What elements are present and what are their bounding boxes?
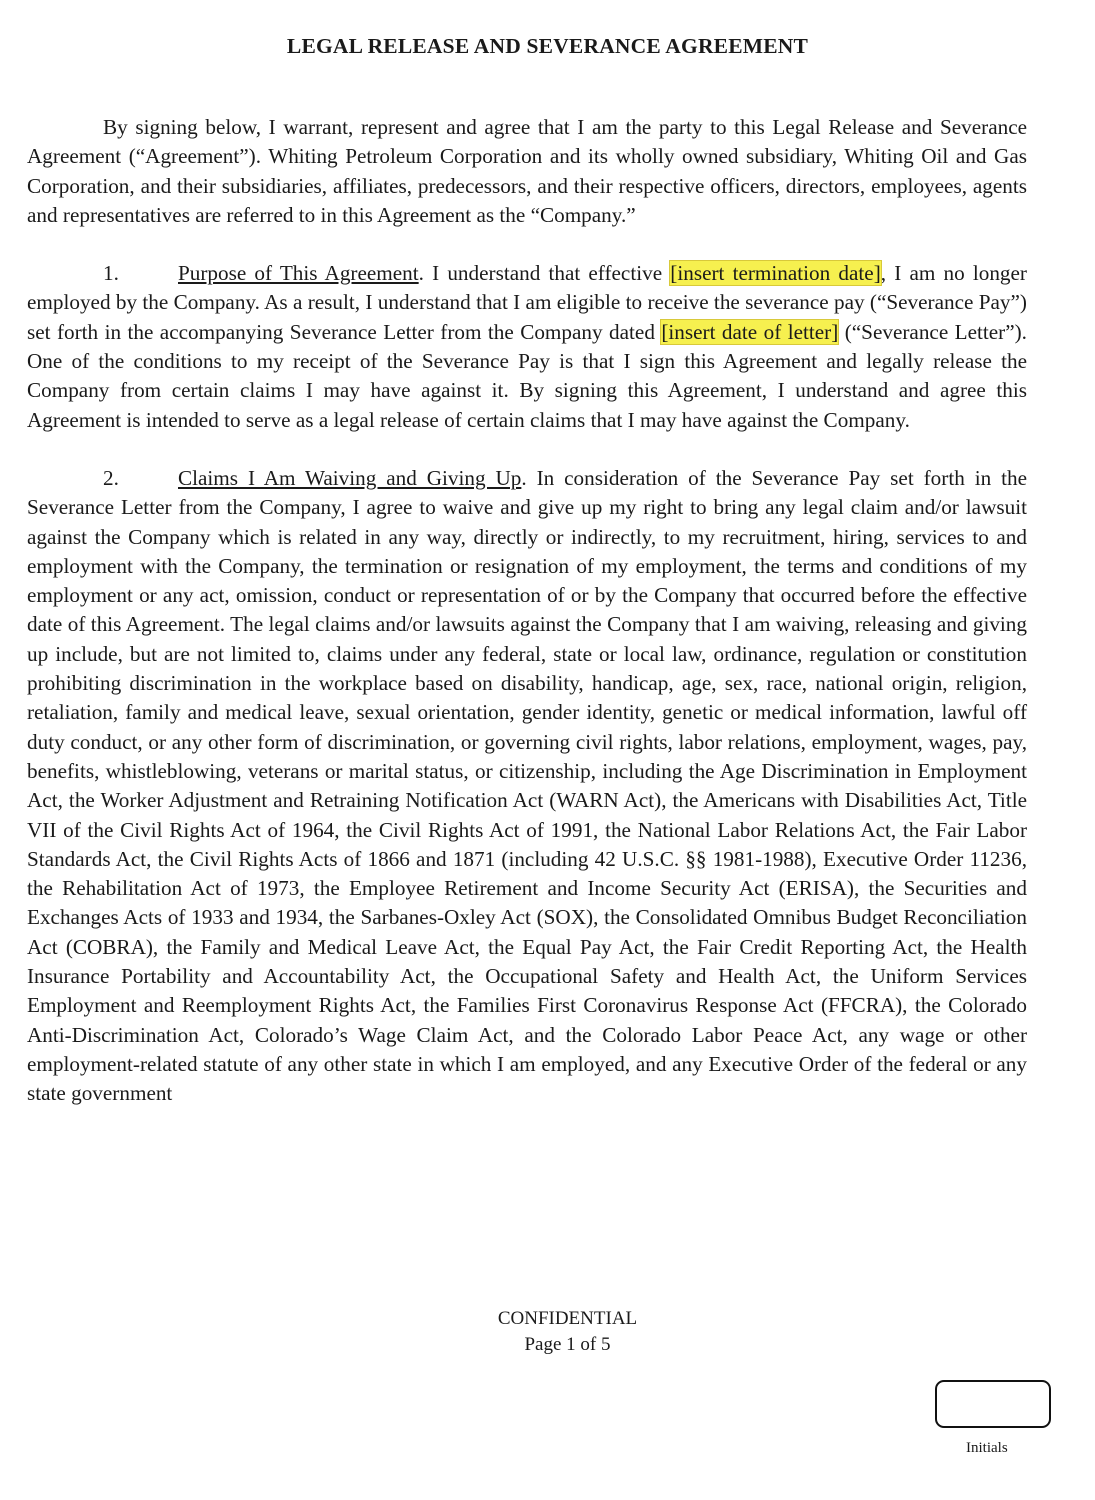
document-body — [27, 113, 1027, 1138]
section-1-text-c: (“Severance Letter”). One of the conditions to my receipt of the Severance Pay is that I sign this Agreement and legally release the Company from certain claims I may have against it. By signing this Agreement, I understand and agree this Agreement is intended to serve as a legal release of certain claims that I may have against the Company. — [27, 319, 1027, 432]
section-2-paragraph — [27, 464, 1027, 1109]
section-1-heading: Purpose of This Agreement — [178, 261, 419, 286]
section-1-text-a: . I understand that effective — [418, 261, 671, 286]
section-2-text: . In consideration of the Severance Pay set forth in the Severance Letter from the Company, I agree to waive and give up my right to bring any legal claim and/or lawsuit against the Company which is related in any way, directly or indirectly, to my recruitment, hiring, services to and employment with the Company, the termination or resignation of my employment, the terms and conditions of my employment or any act, omission, conduct or representation of or by the Company that occurred before the effective date of this Agreement. The legal claims and/or lawsuits against the Company that I am waiving, releasing and giving up include, but are not limited to, claims under any federal, state or local law, ordinance, regulation or constitution prohibiting discrimination in the workplace based on disability, handicap, age, sex, race, national origin, religion, retaliation, family and medical leave, sexual orientation, gender identity, genetic or medical information, lawful off duty conduct, or any other form of discrimination, or governing civil rights, labor relations, employment, wages, pay, benefits, whistleblowing, veterans or marital status, or citizenship, including the Age Discrimination in Employment Act, the Worker Adjustment and Retraining Notification Act (WARN Act), the Americans with Disabilities Act, Title VII of the Civil Rights Act of 1964, the Civil Rights Act of 1991, the National Labor Relations Act, the Fair Labor Standards Act, the Civil Rights Acts of 1866 and 1871 (including 42 U.S.C. §§ 1981-1988), Executive Order 11236, the Rehabilitation Act of 1973, the Employee Retirement and Income Security Act (ERISA), the Securities and Exchanges Acts of 1933 and 1934, the Sarbanes-Oxley Act (SOX), the Consolidated Omnibus Budget Reconciliation Act (COBRA), the Family and Medical Leave Act, the Equal Pay Act, the Fair Credit Reporting Act, the Health Insurance Portability and Accountability Act, the Occupational Safety and Health Act, the Uniform Services Employment and Reemployment Rights Act, the Families First Coronavirus Response Act (FFCRA), the Colorado Anti-Discrimination Act, Colorado’s Wage Claim Act, and the Colorado Labor Peace Act, any wage or other employment-related statute of any other state in which I am employed, and any Executive Order of the federal or any state government — [27, 465, 1027, 1106]
section-1-number: 1. — [103, 261, 119, 286]
section-2-number: 2. — [103, 465, 119, 490]
confidential-label: CONFIDENTIAL — [497, 1308, 638, 1329]
section-1-text-b: , I am no longer employed by the Company. As a result, I understand that I am eligible to receive the severance pay (“Severance Pay”) set forth in the accompanying Severance Letter from the Company dated — [27, 261, 1027, 344]
section-1-paragraph — [27, 259, 1027, 435]
intro-paragraph: By signing below, I warrant, represent and agree that I am the party to this Legal Release and Severance Agreement (“Agreement”). Whiting Petroleum Corporation and its wholly owned subsidiary, Whiting Oil and Gas Corporation, and their subsidiaries, affiliates, predecessors, and their respective officers, directors, employees, agents and representatives are referred to in this Agreement as the “Company.” — [27, 115, 1027, 227]
section-2-heading: Claims I Am Waiving and Giving Up — [178, 465, 522, 490]
initials-box[interactable] — [935, 1380, 1051, 1428]
document-title: LEGAL RELEASE AND SEVERANCE AGREEMENT — [286, 34, 809, 58]
initials-label: Initials — [966, 1440, 1008, 1456]
page-footer — [40, 1306, 1095, 1358]
letter-date-placeholder: [insert date of letter] — [661, 319, 839, 344]
termination-date-placeholder: [insert termination date] — [670, 261, 881, 286]
page-number: Page 1 of 5 — [524, 1334, 611, 1355]
